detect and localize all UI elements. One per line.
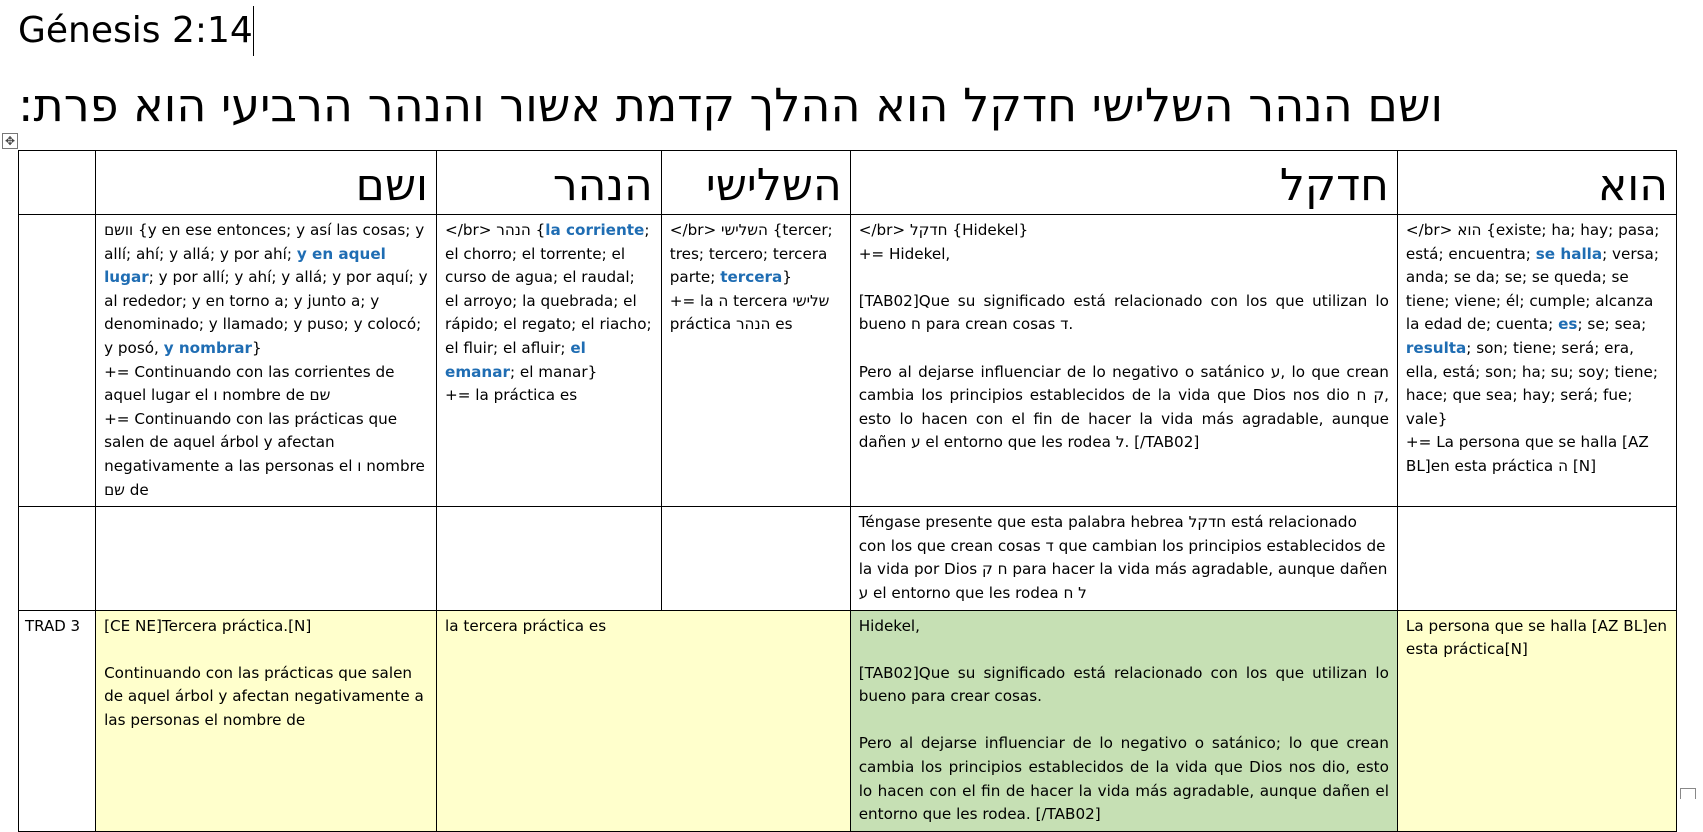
definition-text: </br> הוא {existe; ha; hay; pasa; está; encuentra; se halla; versa; anda; se da; se; se queda; se tiene; viene; él; cumple; alcanza la edad de; cuenta; es; se; sea; resulta; son; tiene; será; era, ella, está; son; ha; su; soy; tiene; hace; que sea; hay; será; fue; vale} bbox=[1405, 221, 1660, 428]
translation-cell-3[interactable] bbox=[850, 610, 1397, 831]
translation-line: += la ה tercera שלישי práctica הנהר es bbox=[669, 291, 830, 334]
definition-cell-1[interactable] bbox=[96, 215, 437, 507]
translation-line: += Continuando con las prácticas que salen de aquel árbol y afectan negativamente a las personas el ו nombre שם de bbox=[104, 409, 425, 499]
definition-cell-5[interactable] bbox=[1397, 215, 1676, 507]
header-word-4: חדקל bbox=[850, 151, 1397, 215]
notes-empty-cell bbox=[96, 507, 437, 610]
table-resize-handle[interactable] bbox=[1680, 788, 1696, 799]
translation-line: += Hidekel, bbox=[858, 244, 951, 263]
definition-text: </br> הנהר {la corriente; el chorro; el torrente; el curso de agua; el raudal; el arroyo; la quebrada; el rápido; el regato; el riacho; el fluir; el afluir; el emanar; el manar} bbox=[445, 221, 652, 381]
notes-empty-cell bbox=[1397, 507, 1676, 610]
header-word-1: ושם bbox=[96, 151, 437, 215]
definition-text: וושם {y en ese entonces; y así las cosas; y allí; ahí; y allá; y por ahí; y en aquel lugar; y por allí; y ahí; y allá; y por aquí; y al rededor; y en torno a; y junto a; y denominado; y llamado; y puso; y colocó; y posó, y nombrar} bbox=[104, 221, 428, 357]
definition-text: </br> השלישי {tercer; tres; tercero; tercera parte; tercera} bbox=[669, 221, 833, 287]
header-row bbox=[19, 151, 1677, 215]
translation-line: += la práctica es bbox=[445, 386, 578, 405]
trad-label: TRAD 3 bbox=[19, 610, 96, 831]
header-word-3: השלישי bbox=[661, 151, 850, 215]
translation-row bbox=[19, 610, 1677, 831]
translation-cell-2[interactable]: la tercera práctica es bbox=[437, 610, 851, 831]
header-empty-cell bbox=[19, 151, 96, 215]
translation-heading: [CE NE]Tercera práctica.[N] bbox=[104, 616, 312, 635]
translation-text: Continuando con las prácticas que salen de aquel árbol y afectan negativamente a las personas el nombre de bbox=[104, 663, 424, 729]
text-cursor bbox=[253, 6, 254, 56]
definition-cell-2[interactable] bbox=[437, 215, 662, 507]
hebrew-verse: ושם הנהר השלישי חדקל הוא ההלך קדמת אשור והנהר הרביעי הוא פרת: bbox=[18, 78, 1443, 132]
translation-cell-1[interactable] bbox=[96, 610, 437, 831]
definition-cell-3[interactable] bbox=[661, 215, 850, 507]
interlinear-table bbox=[18, 150, 1677, 832]
header-word-2: הנהר bbox=[437, 151, 662, 215]
definitions-row bbox=[19, 215, 1677, 507]
definition-text: </br> חדקל {Hidekel} bbox=[858, 221, 1029, 239]
explanation-paragraph: [TAB02]Que su significado está relacionado con los que utilizan lo bueno ח para crean cosas ד. bbox=[858, 291, 1389, 334]
translation-paragraph: Pero al dejarse influenciar de lo negativo o satánico; lo que crean cambia los principios establecidos de la vida que Dios nos dio, esto lo hacen con el fin de hacer la vida más agradable, aunque dañen el entorno que les rodea. [/TAB02] bbox=[858, 734, 1389, 824]
notes-empty-cell bbox=[19, 507, 96, 610]
notes-row bbox=[19, 507, 1677, 610]
notes-empty-cell bbox=[437, 507, 662, 610]
translation-text: Hidekel, bbox=[858, 616, 920, 635]
row-label-empty bbox=[19, 215, 96, 507]
translation-line: += La persona que se halla [AZ BL]en esta práctica ה [N] bbox=[1405, 433, 1649, 475]
translation-cell-4[interactable]: La persona que se halla [AZ BL]en esta práctica[N] bbox=[1397, 610, 1676, 831]
definition-cell-4[interactable] bbox=[850, 215, 1397, 507]
note-cell-4[interactable]: Téngase presente que esta palabra hebrea חדקל está relacionado con los que crean cosas ד que cambian los principios establecidos de la vida por Dios ח ק para hacer la vida más agradable, aunque dañen ע el entorno que les rodea ל ח bbox=[850, 507, 1397, 610]
translation-paragraph: [TAB02]Que su significado está relacionado con los que utilizan lo bueno para crear cosas. bbox=[858, 663, 1389, 706]
notes-empty-cell bbox=[661, 507, 850, 610]
translation-line: += Continuando con las corrientes de aquel lugar el ו nombre de שם bbox=[104, 362, 395, 405]
header-word-5: הוא bbox=[1397, 151, 1676, 215]
explanation-paragraph: Pero al dejarse influenciar de lo negativo o satánico ע, lo que crean cambia los principios establecidos de la vida que Dios nos dio ק ח, esto lo hacen con el fin de hacer la vida más agradable, aunque dañen ע el entorno que les rodea ל. [/TAB02] bbox=[858, 362, 1389, 452]
table-move-handle-icon[interactable]: ✥ bbox=[2, 133, 18, 149]
document-title[interactable]: Génesis 2:14 bbox=[18, 6, 254, 56]
